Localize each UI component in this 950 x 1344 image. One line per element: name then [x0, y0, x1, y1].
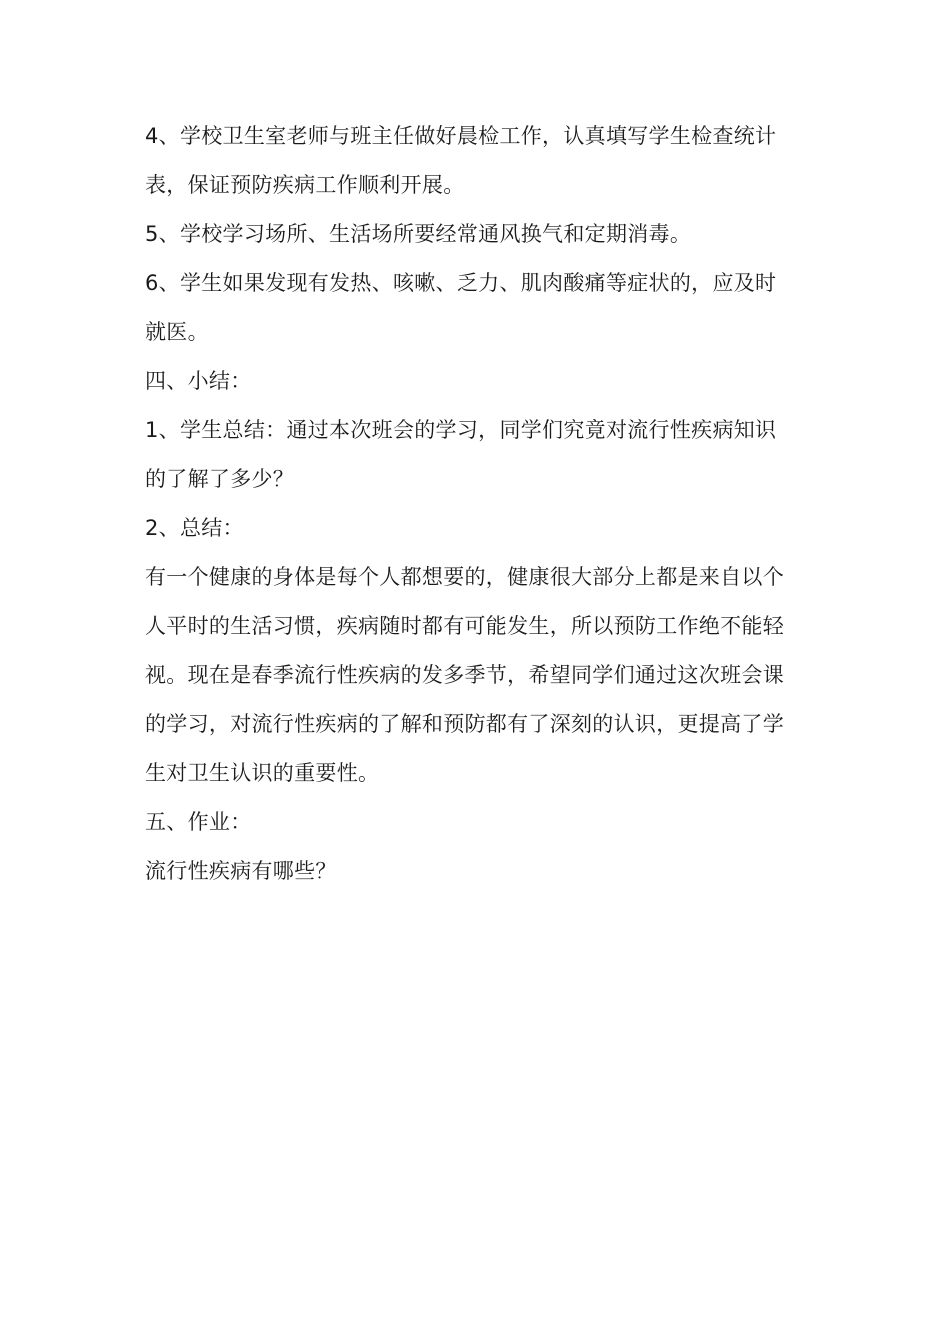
paragraph-line-4: 的学习，对流行性疾病的了解和预防都有了深刻的认识，更提高了学 [145, 712, 784, 736]
text-line-item5: 5、学校学习场所、生活场所要经常通风换气和定期消毒。 [145, 222, 692, 246]
text-line-summary1-part2: 的了解了多少？ [145, 467, 295, 491]
text-line-homework-question: 流行性疾病有哪些？ [145, 859, 337, 883]
text-line-summary1-part1: 1、学生总结：通过本次班会的学习，同学们究竟对流行性疾病知识 [145, 418, 777, 442]
text-line-item6-part1: 6、学生如果发现有发热、咳嗽、乏力、肌肉酸痛等症状的，应及时 [145, 271, 777, 295]
paragraph-line-3: 视。现在是春季流行性疾病的发多季节，希望同学们通过这次班会课 [145, 663, 784, 687]
paragraph-line-1: 有一个健康的身体是每个人都想要的，健康很大部分上都是来自以个 [145, 565, 784, 589]
section-heading-homework: 五、作业： [145, 810, 252, 834]
document-body [145, 112, 810, 896]
text-line-summary2-heading: 2、总结： [145, 516, 244, 540]
text-line-item6-part2: 就医。 [145, 320, 209, 344]
paragraph-line-5: 生对卫生认识的重要性。 [145, 761, 380, 785]
text-line-item4-part2: 表，保证预防疾病工作顺利开展。 [145, 173, 465, 197]
text-line-item4-part1: 4、学校卫生室老师与班主任做好晨检工作，认真填写学生检查统计 [145, 124, 777, 148]
section-heading-summary: 四、小结： [145, 369, 252, 393]
paragraph-line-2: 人平时的生活习惯，疾病随时都有可能发生，所以预防工作绝不能轻 [145, 614, 784, 638]
